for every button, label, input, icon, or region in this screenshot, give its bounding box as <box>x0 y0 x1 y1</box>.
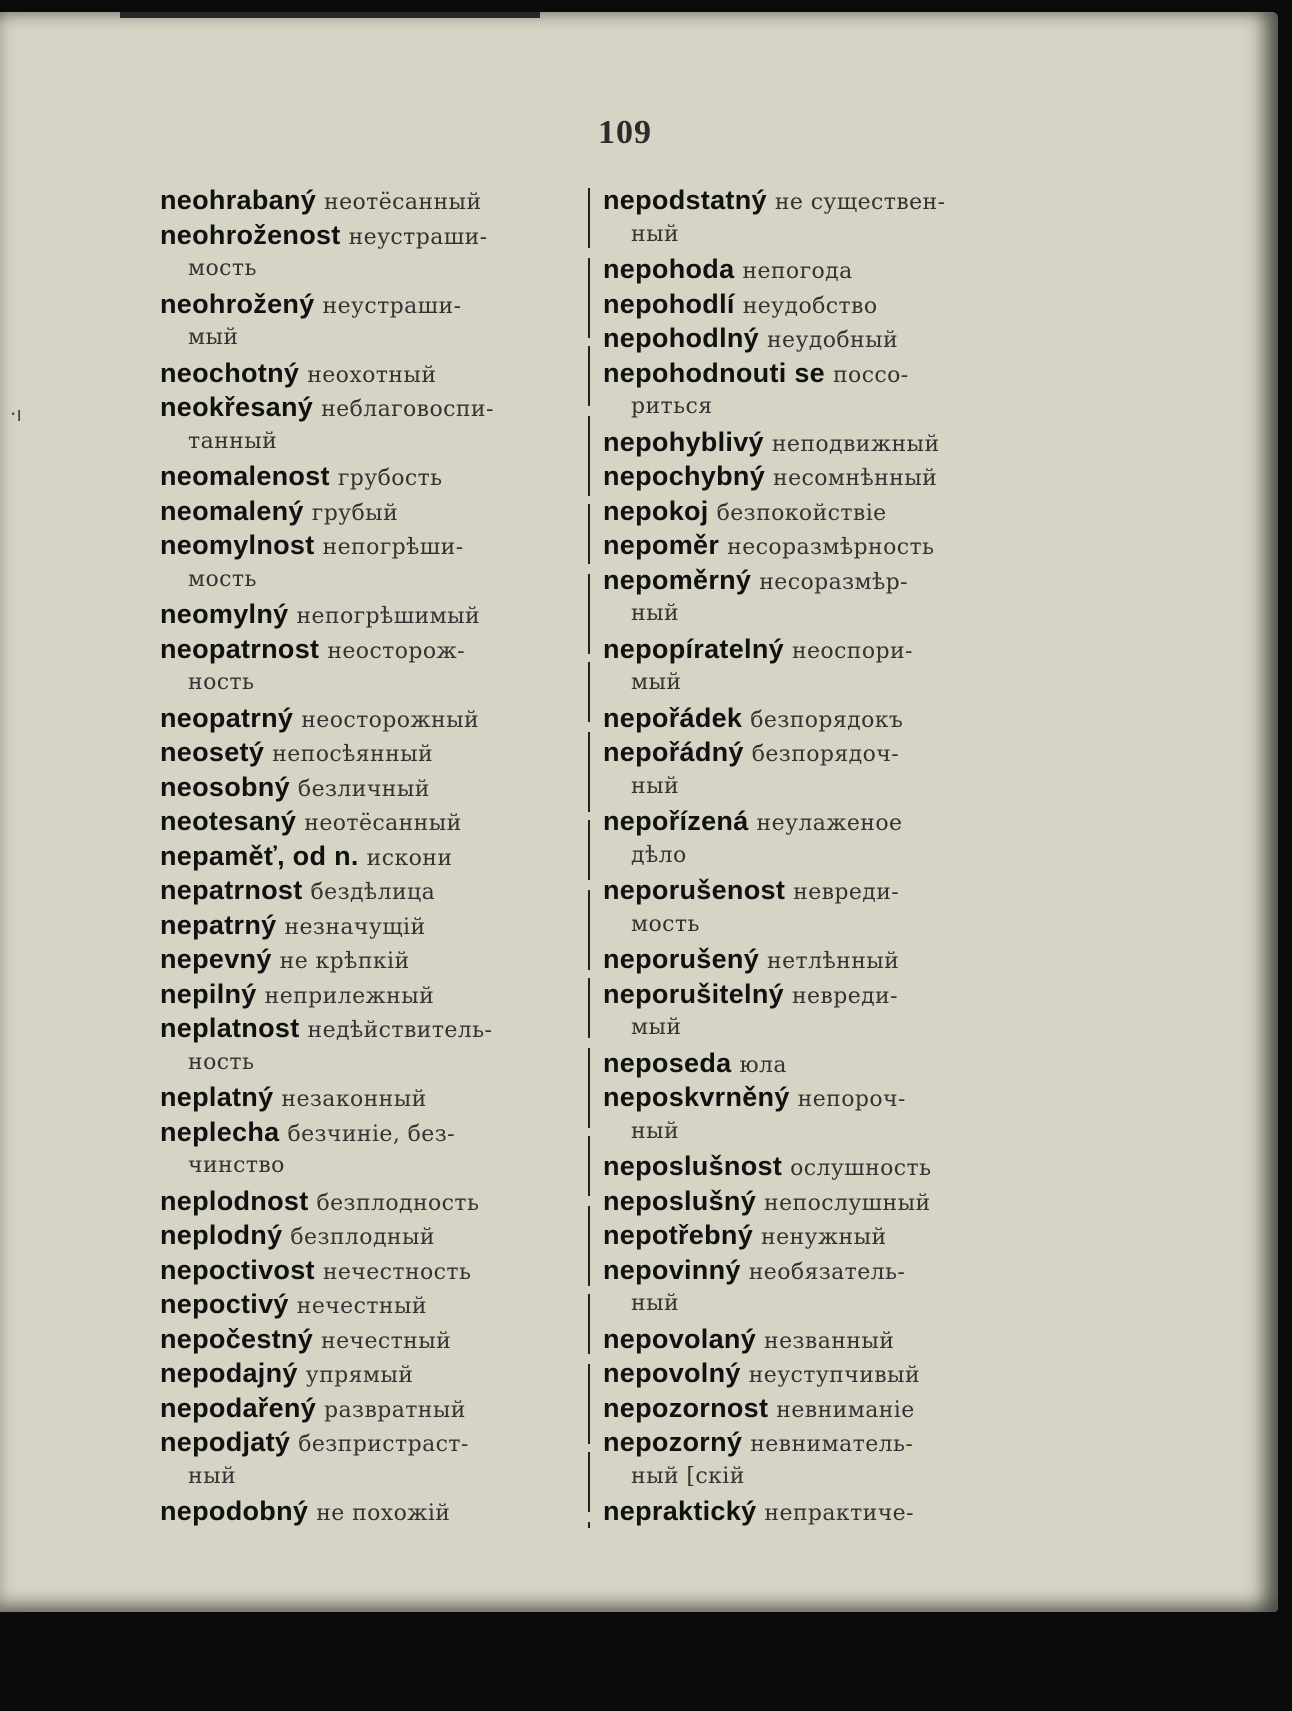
entry-continuation: танный <box>188 428 278 454</box>
entry-headword: neomylný <box>160 599 289 629</box>
dictionary-entry <box>160 1494 580 1529</box>
dictionary-entry <box>603 701 1023 736</box>
entry-gloss: неустраши- <box>322 293 462 319</box>
entry-gloss: нетлѣнный <box>767 949 900 974</box>
entry-headword: neokřesaný <box>160 392 314 422</box>
entry-headword: neplodný <box>160 1220 283 1250</box>
entry-headword: neomalenost <box>160 461 330 491</box>
entry-headword: nepoctivost <box>160 1254 315 1285</box>
entry-gloss: развратный <box>324 1397 466 1423</box>
entry-gloss: невниматель- <box>750 1432 914 1457</box>
entry-headword: neohrabaný <box>160 185 317 215</box>
entry-gloss: неотёсанный <box>304 811 462 836</box>
dictionary-entry <box>603 287 1023 322</box>
dictionary-entry <box>160 770 580 805</box>
entry-headword: neposlušnost <box>603 1151 783 1181</box>
entry-headword: nepatrný <box>160 909 277 940</box>
entry-continuation: мый <box>188 325 239 350</box>
dictionary-entry <box>160 1322 580 1357</box>
entry-gloss: неулаженое <box>756 811 903 836</box>
entry-gloss: неоспори- <box>791 638 913 664</box>
entry-gloss: ненужный <box>761 1225 887 1250</box>
entry-headword: neosobný <box>160 771 290 802</box>
entry-headword: neplodnost <box>160 1185 309 1216</box>
entry-gloss: безплодность <box>316 1190 480 1216</box>
dictionary-entry <box>603 1184 1023 1219</box>
entry-gloss: искони <box>366 845 453 871</box>
dictionary-entry <box>603 356 1023 425</box>
entry-gloss: непослушный <box>764 1190 931 1216</box>
entry-headword: neomalený <box>160 495 304 526</box>
entry-headword: neplatnost <box>160 1013 300 1043</box>
entry-headword: nepovolaný <box>603 1323 757 1354</box>
column-divider <box>588 188 590 1528</box>
dictionary-entry <box>603 1494 1023 1529</box>
entry-gloss: непогода <box>742 259 853 284</box>
entry-headword: nepodjatý <box>160 1427 291 1457</box>
entry-continuation: ный <box>631 1291 680 1316</box>
entry-gloss: бездѣлица <box>310 880 436 905</box>
entry-headword: nepohodnouti se <box>603 357 825 388</box>
entry-gloss: несомнѣнный <box>773 466 938 491</box>
entry-continuation: риться <box>631 394 713 419</box>
entry-continuation: ный <box>631 773 680 799</box>
dictionary-entry <box>160 804 580 839</box>
entry-headword: neporušený <box>603 944 760 974</box>
entry-headword: nepořádek <box>603 702 743 733</box>
dictionary-entry <box>603 1322 1023 1357</box>
entry-continuation: ный <box>631 221 680 247</box>
entry-headword: nepodařený <box>160 1392 317 1423</box>
entry-gloss: безпокойствіе <box>716 500 887 526</box>
dictionary-entry <box>160 1253 580 1288</box>
entry-continuation: чинство <box>188 1153 285 1178</box>
entry-headword: neplatný <box>160 1082 274 1112</box>
entry-headword: neohroženost <box>160 219 341 250</box>
entry-headword: neposlušný <box>603 1185 757 1216</box>
entry-gloss: необязатель- <box>748 1259 906 1285</box>
dictionary-entry <box>603 1080 1023 1149</box>
entry-gloss: безличный <box>297 776 430 802</box>
dictionary-entry <box>603 977 1023 1046</box>
entry-gloss: неотёсанный <box>324 190 482 215</box>
dictionary-entry <box>603 1253 1023 1322</box>
entry-headword: nepopíratelný <box>603 633 784 664</box>
entry-headword: nepoměr <box>603 530 720 560</box>
dictionary-entry <box>160 218 580 287</box>
entry-continuation: ность <box>188 670 255 695</box>
entry-gloss: неприлежный <box>264 983 435 1009</box>
dictionary-entry <box>603 1218 1023 1253</box>
entry-continuation: мый <box>631 1015 682 1040</box>
entry-gloss: незванный <box>764 1328 895 1354</box>
entry-continuation: мый <box>631 670 682 695</box>
dictionary-entry <box>603 528 1023 563</box>
entry-gloss: неблаговоспи- <box>321 397 494 422</box>
dictionary-entry <box>160 1011 580 1080</box>
entry-gloss: незначущій <box>284 914 426 940</box>
entry-headword: neplecha <box>160 1116 280 1147</box>
entry-continuation: мость <box>188 256 257 281</box>
entry-gloss: недѣйствитель- <box>307 1018 493 1043</box>
entry-gloss: непороч- <box>797 1087 906 1112</box>
dictionary-entry <box>603 1046 1023 1081</box>
entry-gloss: упрямый <box>305 1363 414 1388</box>
dictionary-entry <box>160 528 580 597</box>
entry-headword: nepotřebný <box>603 1220 754 1250</box>
entry-headword: neopatrnost <box>160 633 320 664</box>
entry-headword: nepoctivý <box>160 1289 289 1319</box>
dictionary-entry <box>160 287 580 356</box>
dictionary-entry <box>603 873 1023 942</box>
entry-continuation: мость <box>631 911 700 937</box>
dictionary-entry <box>160 1356 580 1391</box>
entry-headword: nepilný <box>160 978 257 1009</box>
dictionary-entry <box>603 942 1023 977</box>
entry-gloss: невреди- <box>791 983 898 1009</box>
entry-headword: nepraktický <box>603 1496 757 1526</box>
dictionary-entry <box>160 839 580 874</box>
dictionary-entry <box>160 183 580 218</box>
entry-continuation: ный <box>188 1463 237 1489</box>
right-column <box>603 183 1023 1529</box>
page-number: 109 <box>598 114 652 151</box>
entry-headword: nepohodlí <box>603 288 735 319</box>
entry-headword: nepohyblivý <box>603 426 764 457</box>
left-column <box>160 183 580 1529</box>
dictionary-entry <box>603 1391 1023 1426</box>
dictionary-entry <box>160 873 580 908</box>
entry-headword: neosetý <box>160 737 265 767</box>
entry-gloss: непрактиче- <box>764 1501 914 1526</box>
dictionary-entry <box>603 735 1023 804</box>
dictionary-entry <box>160 1218 580 1253</box>
dictionary-entry <box>160 1115 580 1184</box>
entry-headword: nepodajný <box>160 1358 298 1388</box>
entry-headword: nepozorný <box>603 1427 743 1457</box>
dictionary-entry <box>160 597 580 632</box>
entry-headword: nepokoj <box>603 495 709 526</box>
entry-headword: neohrožený <box>160 288 315 319</box>
entry-gloss: несоразмѣрность <box>727 535 935 560</box>
entry-continuation: ный <box>631 1118 680 1144</box>
entry-headword: nepochybný <box>603 461 766 491</box>
dictionary-entry <box>160 390 580 459</box>
dictionary-entry <box>160 1391 580 1426</box>
entry-gloss: незаконный <box>281 1087 427 1112</box>
entry-continuation: мость <box>188 566 257 592</box>
entry-gloss: нечестный <box>321 1328 452 1354</box>
entry-headword: nepozornost <box>603 1392 769 1423</box>
entry-headword: neposeda <box>603 1047 732 1078</box>
dictionary-entry <box>603 425 1023 460</box>
page-top-edge <box>120 12 540 18</box>
entry-gloss: неудобный <box>766 328 899 353</box>
entry-gloss: невреди- <box>793 880 900 905</box>
entry-gloss: непогрѣши- <box>322 535 464 560</box>
entry-gloss: не похожій <box>316 1501 451 1526</box>
dictionary-entry <box>603 1149 1023 1184</box>
entry-gloss: неподвижный <box>771 431 940 457</box>
entry-headword: nepohoda <box>603 254 735 284</box>
entry-gloss: невниманіе <box>776 1397 915 1423</box>
entry-gloss: грубый <box>311 500 399 526</box>
dictionary-entry <box>603 1356 1023 1391</box>
entry-gloss: безплодный <box>290 1225 435 1250</box>
entry-gloss: юла <box>739 1052 787 1078</box>
entry-continuation: ность <box>188 1049 255 1075</box>
entry-gloss: нечестность <box>322 1259 472 1285</box>
entry-gloss: грубость <box>337 466 443 491</box>
entry-gloss: непогрѣшимый <box>296 604 481 629</box>
entry-gloss: неустраши- <box>348 224 488 250</box>
entry-gloss: не крѣпкій <box>279 949 410 974</box>
entry-headword: nepevný <box>160 944 272 974</box>
entry-headword: neopatrný <box>160 702 294 733</box>
entry-headword: nepohodlný <box>603 323 759 353</box>
dictionary-entry <box>160 908 580 943</box>
dictionary-entry <box>160 942 580 977</box>
dictionary-entry <box>603 183 1023 252</box>
entry-headword: nepatrnost <box>160 875 303 905</box>
dictionary-entry <box>603 563 1023 632</box>
entry-gloss: безпорядоч- <box>751 742 900 767</box>
dictionary-entry <box>603 632 1023 701</box>
entry-gloss: неудобство <box>742 293 878 319</box>
dictionary-entry <box>160 494 580 529</box>
entry-gloss: непосѣянный <box>272 742 434 767</box>
entry-gloss: безчиніе, без- <box>287 1121 455 1147</box>
dictionary-entry <box>603 1425 1023 1494</box>
entry-continuation: ный [скій <box>631 1463 745 1489</box>
dictionary-entry <box>603 459 1023 494</box>
dictionary-entry <box>160 977 580 1012</box>
entry-headword: neposkvrněný <box>603 1082 790 1112</box>
dictionary-entry <box>160 1287 580 1322</box>
entry-gloss: нечестный <box>296 1294 427 1319</box>
entry-gloss: неохотный <box>307 362 437 388</box>
entry-headword: nepovinný <box>603 1254 741 1285</box>
entry-headword: nepořízená <box>603 806 749 836</box>
entry-gloss: ослушность <box>790 1156 932 1181</box>
entry-headword: neotesaný <box>160 806 297 836</box>
entry-continuation: дѣло <box>631 842 687 868</box>
entry-headword: nepočestný <box>160 1323 314 1354</box>
entry-gloss: безпристраст- <box>298 1432 469 1457</box>
dictionary-entry <box>603 804 1023 873</box>
dictionary-entry <box>603 252 1023 287</box>
dictionary-entry <box>160 735 580 770</box>
entry-headword: neporušenost <box>603 875 786 905</box>
entry-gloss: поссо- <box>832 362 909 388</box>
entry-gloss: неосторожный <box>301 707 480 733</box>
entry-gloss: неосторож- <box>327 638 465 664</box>
margin-mark: ·ı <box>10 402 22 426</box>
dictionary-entry <box>160 1425 580 1494</box>
dictionary-entry <box>603 494 1023 529</box>
entry-headword: nepaměť, od n. <box>160 840 359 871</box>
entry-headword: nepodstatný <box>603 185 767 215</box>
dictionary-entry <box>160 1080 580 1115</box>
dictionary-entry <box>160 1184 580 1219</box>
dictionary-entry <box>160 356 580 391</box>
entry-headword: neochotný <box>160 357 300 388</box>
entry-headword: nepoměrný <box>603 564 752 595</box>
entry-gloss: неуступчивый <box>748 1363 921 1388</box>
dictionary-entry <box>160 632 580 701</box>
dictionary-entry <box>160 701 580 736</box>
entry-gloss: не существен- <box>774 190 946 215</box>
dictionary-entry <box>160 459 580 494</box>
entry-continuation: ный <box>631 601 680 626</box>
entry-headword: nepodobný <box>160 1496 309 1526</box>
entry-headword: nepovolný <box>603 1358 741 1388</box>
entry-headword: neporušitelný <box>603 978 784 1009</box>
entry-headword: neomylnost <box>160 530 315 560</box>
entry-headword: nepořádný <box>603 737 744 767</box>
dictionary-entry <box>603 321 1023 356</box>
entry-gloss: безпорядокъ <box>750 707 904 733</box>
entry-gloss: несоразмѣр- <box>759 569 908 595</box>
